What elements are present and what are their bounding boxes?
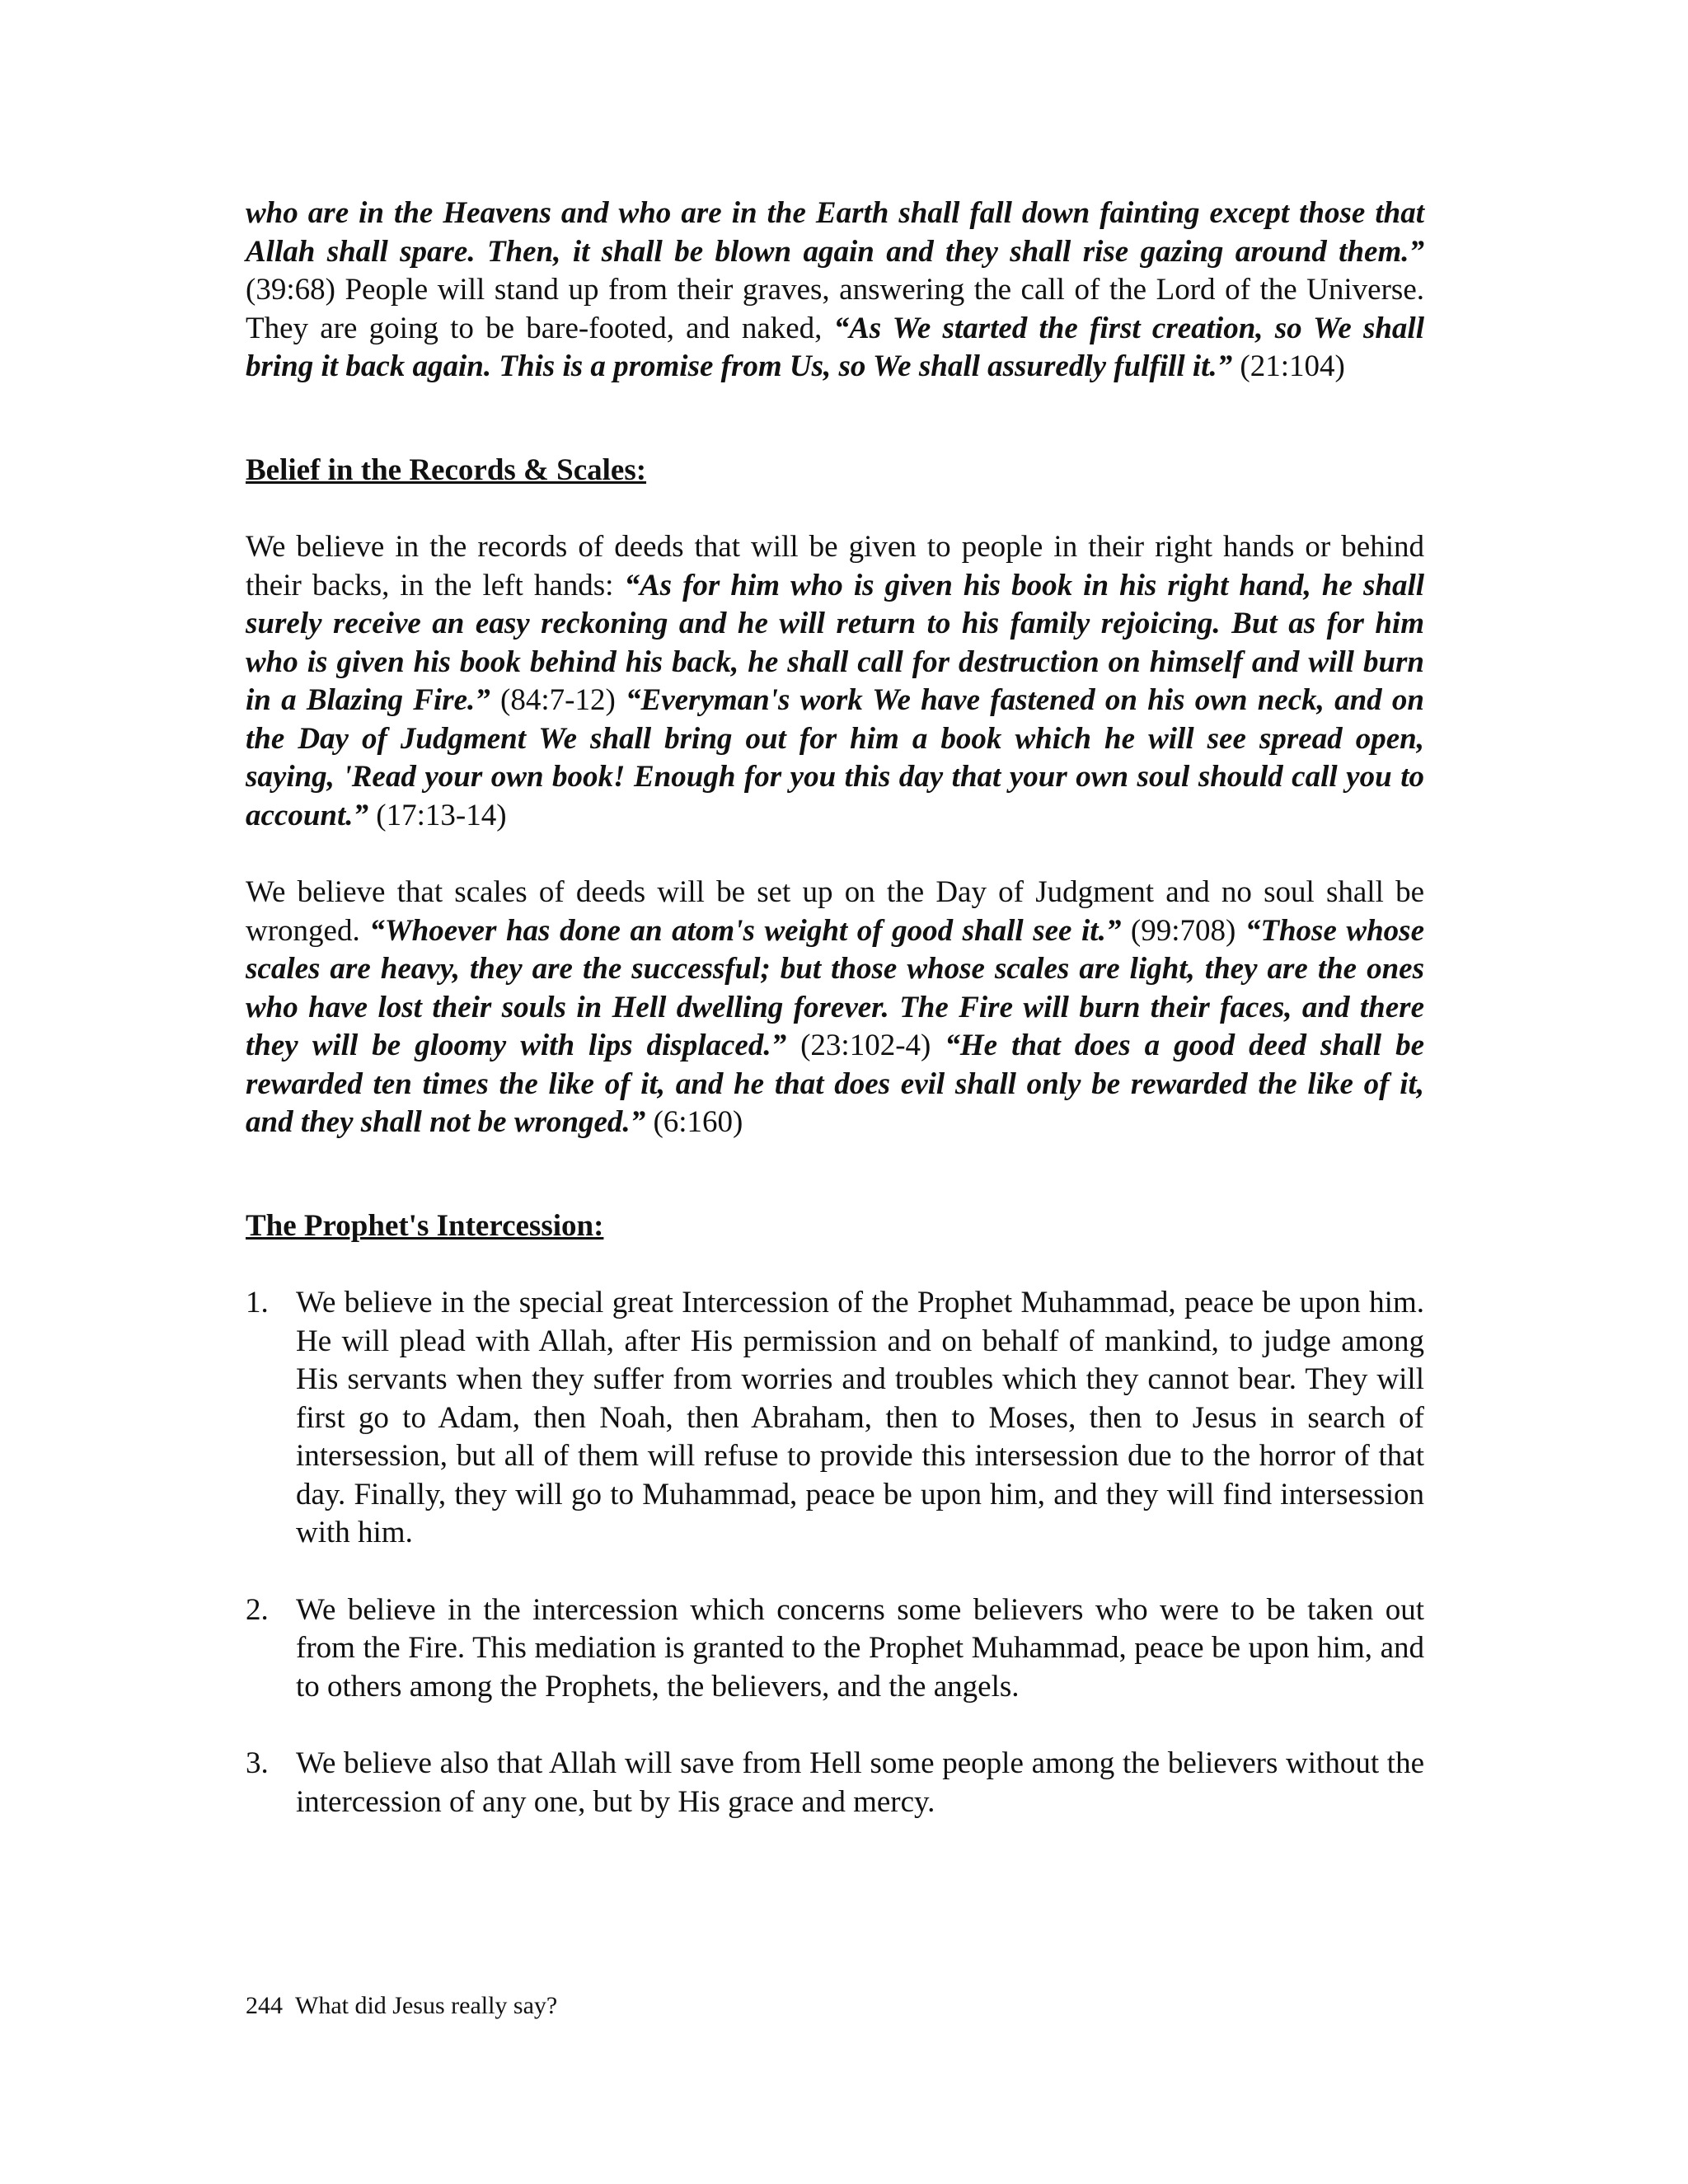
body-text: We believe that scales of deeds will be set up on the Day of Judgment and no soul shall be wronged. xyxy=(246,875,1424,948)
intercession-list xyxy=(246,1284,1424,1821)
list-item xyxy=(246,1591,1424,1707)
page-number: 244 xyxy=(246,1992,283,2019)
list-item-text: We believe in the special great Intercession of the Prophet Muhammad, peace be upon him. He will plead with Allah, after His permission and on behalf of mankind, to judge among His servants when they suffer from worries and troubles which they cannot bear. They will first go to Adam, then Noah, then Abraham, then to Moses, then to Jesus in search of intersession, but all of them will refuse to provide this intersession due to the horror of that day. Finally, they will go to Muhammad, peace be upon him, and they will find intersession with him. xyxy=(296,1286,1424,1549)
verse-reference: (6:160) xyxy=(645,1105,743,1139)
list-item-number: 3. xyxy=(246,1746,269,1780)
list-item-number: 1. xyxy=(246,1286,269,1319)
verse-reference: (17:13-14) xyxy=(368,798,507,832)
quran-quote: “He that does a good deed shall be rewarded ten times the like of it, and he that does evil shall only be rewarded the like of it, and they shall not be wronged.” xyxy=(246,1029,1425,1139)
records-paragraph xyxy=(246,528,1424,835)
page-body xyxy=(246,194,1424,1821)
quran-quote: “Whoever has done an atom's weight of good shall see it.” xyxy=(369,913,1122,948)
section-heading-intercession: The Prophet's Intercession: xyxy=(246,1208,604,1243)
quran-quote: “Those whose scales are heavy, they are the successful; but those whose scales are light, they are the ones who have lost their souls in Hell dwelling forever. The Fire will burn their faces, and there they will be gloomy with lips displaced.” xyxy=(246,913,1425,1062)
quran-quote: “Everyman's work We have fastened on his own neck, and on the Day of Judgment We shall bring out for him a book which he will see spread open, saying, 'Read your own book! Enough for you this day that your own soul should call you to account.” xyxy=(246,683,1424,832)
verse-reference: (99:708) xyxy=(1121,913,1245,948)
quran-quote: “As for him who is given his book in his right hand, he shall surely receive an easy reckoning and he will return to his family rejoicing. But as for him who is given his book behind his back, he shall call for destruction on himself and will burn in a Blazing Fire.” xyxy=(246,568,1424,717)
list-item xyxy=(246,1745,1424,1821)
list-item xyxy=(246,1284,1424,1553)
body-text: We believe in the records of deeds that will be given to people in their right hands or behind their backs, in the left hands: xyxy=(246,530,1424,602)
page-footer xyxy=(246,1991,557,2021)
quran-quote: who are in the Heavens and who are in the Earth shall fall down fainting except those that Allah shall spare. Then, it shall be blown again and they shall rise gazing around them.” xyxy=(246,196,1424,269)
scales-paragraph xyxy=(246,874,1424,1142)
section-heading-records: Belief in the Records & Scales: xyxy=(246,452,647,487)
list-item-text: We believe in the intercession which concerns some believers who were to be taken out from the Fire. This mediation is granted to the Prophet Muhammad, peace be upon him, and to others among the Prophets, the believers, and the angels. xyxy=(296,1592,1424,1704)
verse-reference: (23:102-4) xyxy=(786,1029,945,1062)
body-text: (39:68) People will stand up from their graves, answering the call of the Lord of the Universe. They are going to be bare-footed, and naked, xyxy=(246,273,1424,345)
book-title: What did Jesus really say? xyxy=(295,1992,558,2019)
quran-quote: “As We started the first creation, so We shall bring it back again. This is a promise from Us, so We shall assuredly fulfill it.” xyxy=(246,311,1424,383)
list-item-text: We believe also that Allah will save from Hell some people among the believers without the intercession of any one, but by His grace and mercy. xyxy=(296,1746,1424,1819)
list-item-number: 2. xyxy=(246,1592,269,1627)
verse-reference: (21:104) xyxy=(1232,349,1345,383)
verse-reference: (84:7-12) xyxy=(490,683,626,717)
intro-paragraph xyxy=(246,194,1424,387)
